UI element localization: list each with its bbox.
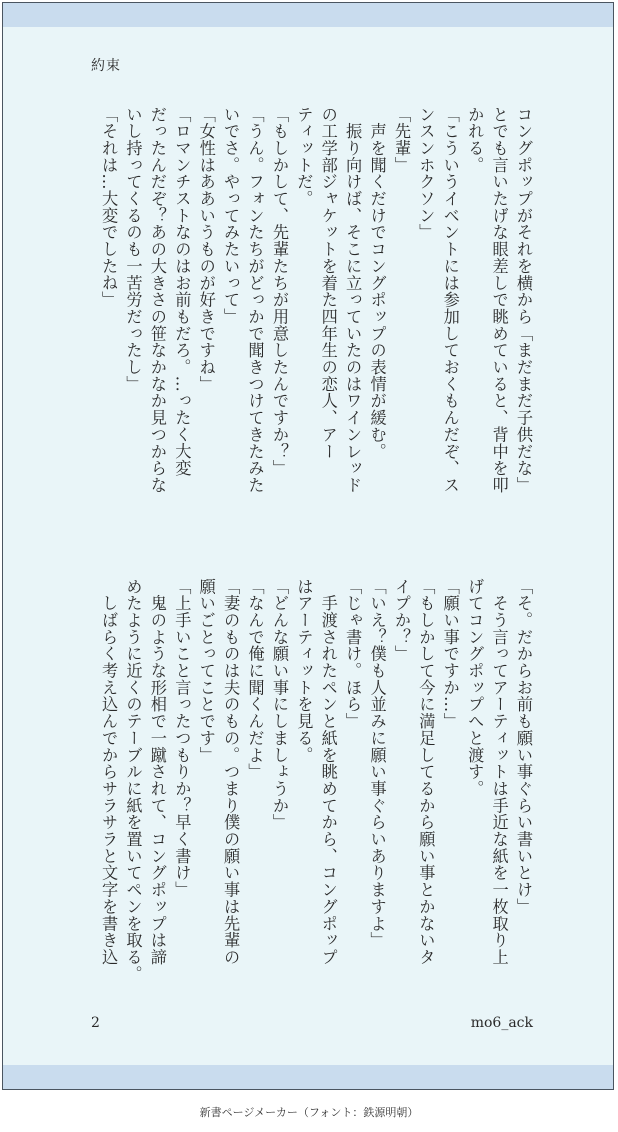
text-line: イプか？」 bbox=[391, 578, 411, 663]
text-line: げてコングポップへと渡す。 bbox=[465, 578, 485, 798]
text-line: 「こういうイベントには参加しておくもんだぞ、ス bbox=[440, 106, 460, 494]
top-band bbox=[3, 3, 613, 27]
app-caption: 新書ページメーカー（フォント：鉄源明朝） bbox=[199, 1106, 419, 1119]
text-line: だったんだぞ？あの大きさの笹なかなか見つからな bbox=[147, 106, 167, 494]
text-line: 「願い事ですか…」 bbox=[440, 578, 460, 730]
text-line: 「女性はああいうものが好きですね」 bbox=[196, 106, 216, 393]
text-line: そう言ってアーティットは手近な紙を一枚取り上 bbox=[489, 578, 509, 966]
text-line: 「妻のものは夫のもの。つまり僕の願い事は先輩の bbox=[221, 578, 241, 966]
text-line: 「もしかして、先輩たちが用意したんですか？」 bbox=[269, 106, 289, 477]
page-number: 2 bbox=[91, 1015, 100, 1031]
bottom-band bbox=[3, 1065, 613, 1089]
text-line: コングポップがそれを横から「まだまだ子供だな」 bbox=[514, 106, 533, 494]
text-line: 「上手いこと言ったつもりか？早く書け」 bbox=[172, 578, 192, 899]
text-line: 「どんな願い事にしましょうか」 bbox=[269, 578, 289, 831]
text-line: はアーティットを見る。 bbox=[294, 578, 314, 764]
text-line: ンスンホクソン」 bbox=[416, 106, 436, 241]
text-line: めたように近くのテーブルに紙を置いてペンを取る。 bbox=[123, 578, 143, 983]
text-line: 「なんで俺に聞くんだよ」 bbox=[245, 578, 265, 781]
text-line: 「それは…大変でしたね」 bbox=[99, 106, 119, 309]
text-line: いし持ってくるのも一苦労だったし」 bbox=[123, 106, 143, 393]
text-line: 「いえ？僕も人並みに願い事ぐらいありますよ」 bbox=[367, 578, 387, 949]
author-handle: mo6_ack bbox=[470, 1015, 533, 1031]
text-line: 声を聞くだけでコングポップの表情が緩む。 bbox=[367, 106, 387, 460]
upper-text-block bbox=[85, 106, 535, 536]
text-line: 「ロマンチストなのはお前もだろ。…ったく大変 bbox=[172, 106, 192, 477]
chapter-title: 約束 bbox=[91, 58, 121, 74]
text-line: 「じゃ書け。ほら」 bbox=[343, 578, 363, 730]
text-line: 手渡されたペンと紙を眺めてから、コングポップ bbox=[318, 578, 338, 966]
text-line: いでさ。やってみたいって」 bbox=[221, 106, 241, 326]
text-line: 「もしかして今に満足してるから願い事とかないタ bbox=[416, 578, 436, 966]
text-line: 願いごとってことです」 bbox=[196, 578, 216, 764]
text-line: 「そ。だからお前も願い事ぐらい書いとけ」 bbox=[514, 578, 533, 915]
text-line: しばらく考え込んでからサラサラと文字を書き込 bbox=[99, 578, 119, 966]
text-line: 振り向けば、そこに立っていたのはワインレッド bbox=[343, 106, 363, 494]
text-line: かれる。 bbox=[465, 106, 485, 174]
lower-text-block bbox=[85, 578, 535, 1008]
text-line: 「先輩」 bbox=[391, 106, 411, 174]
text-line: とでも言いたげな眼差しで眺めていると、背中を叩 bbox=[489, 106, 509, 494]
page-frame bbox=[2, 2, 614, 1090]
text-line: 鬼のような形相で一蹴されて、コングポップは諦 bbox=[147, 578, 167, 966]
text-line: の工学部ジャケットを着た四年生の恋人、アー bbox=[318, 106, 338, 460]
text-line: ティットだ。 bbox=[294, 106, 314, 208]
text-line: 「うん。フォンたちがどっかで聞きつけてきたみた bbox=[245, 106, 265, 494]
